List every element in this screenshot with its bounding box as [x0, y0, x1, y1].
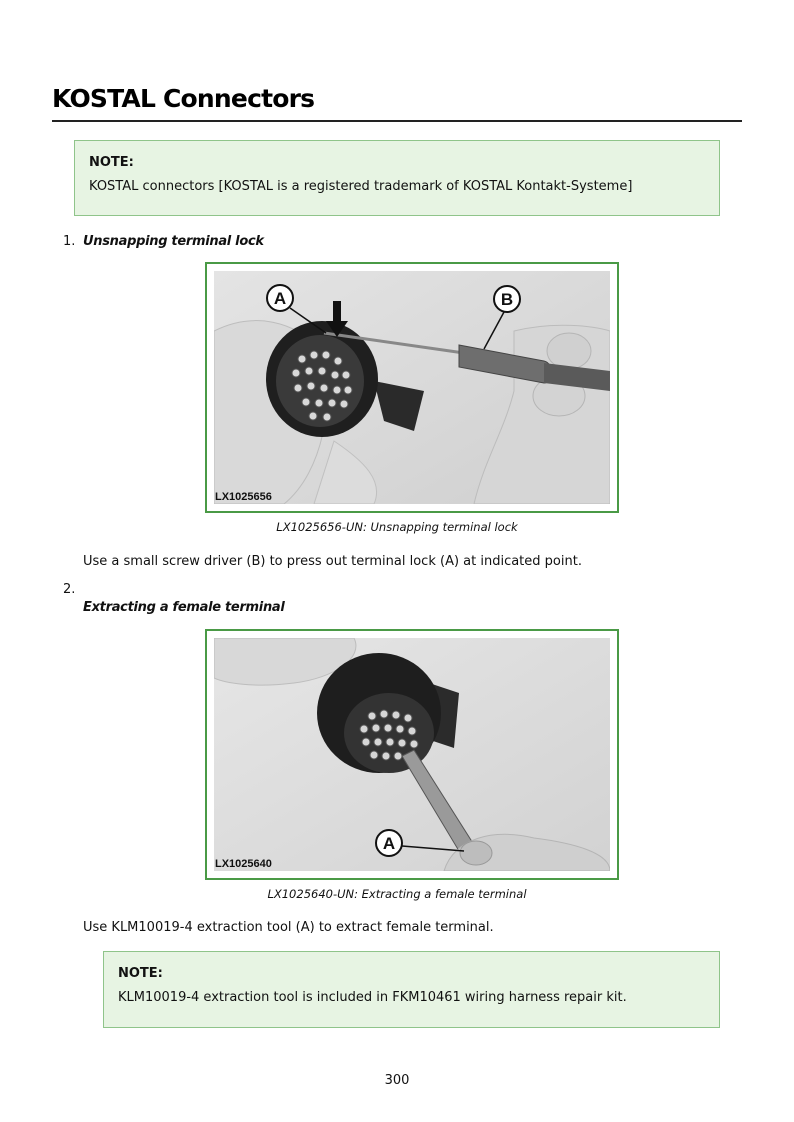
note-label: NOTE:	[118, 966, 163, 981]
page-title: KOSTAL Connectors	[52, 84, 742, 122]
note-box	[103, 951, 720, 1028]
step-number: 1.	[63, 234, 76, 249]
figure-id: LX1025640	[215, 858, 272, 870]
figure-unsnapping-terminal-lock	[205, 262, 619, 513]
note-text: KOSTAL connectors [KOSTAL is a registered trademark of KOSTAL Kontakt-Systeme]	[89, 179, 633, 194]
note-box	[74, 140, 720, 216]
extraction-photo	[214, 638, 610, 871]
note-text: KLM10019-4 extraction tool is included in FKM10461 wiring harness repair kit.	[118, 990, 627, 1005]
connector-photo	[214, 271, 610, 504]
step-instruction: Use a small screw driver (B) to press out terminal lock (A) at indicated point.	[83, 554, 582, 569]
step-title: Extracting a female terminal	[83, 600, 285, 615]
figure-id: LX1025656	[215, 491, 272, 503]
figure-extracting-female-terminal	[205, 629, 619, 880]
callout-a: A	[273, 289, 287, 308]
figure-caption: LX1025656-UN: Unsnapping terminal lock	[276, 520, 518, 534]
step-number: 2.	[63, 582, 76, 597]
note-label: NOTE:	[89, 155, 134, 170]
step-instruction: Use KLM10019-4 extraction tool (A) to extract female terminal.	[83, 920, 494, 935]
callout-b: B	[500, 290, 514, 309]
callout-a: A	[382, 834, 396, 853]
figure-caption: LX1025640-UN: Extracting a female terminal	[267, 887, 527, 901]
step-title: Unsnapping terminal lock	[83, 234, 264, 249]
page-number: 300	[384, 1073, 410, 1088]
